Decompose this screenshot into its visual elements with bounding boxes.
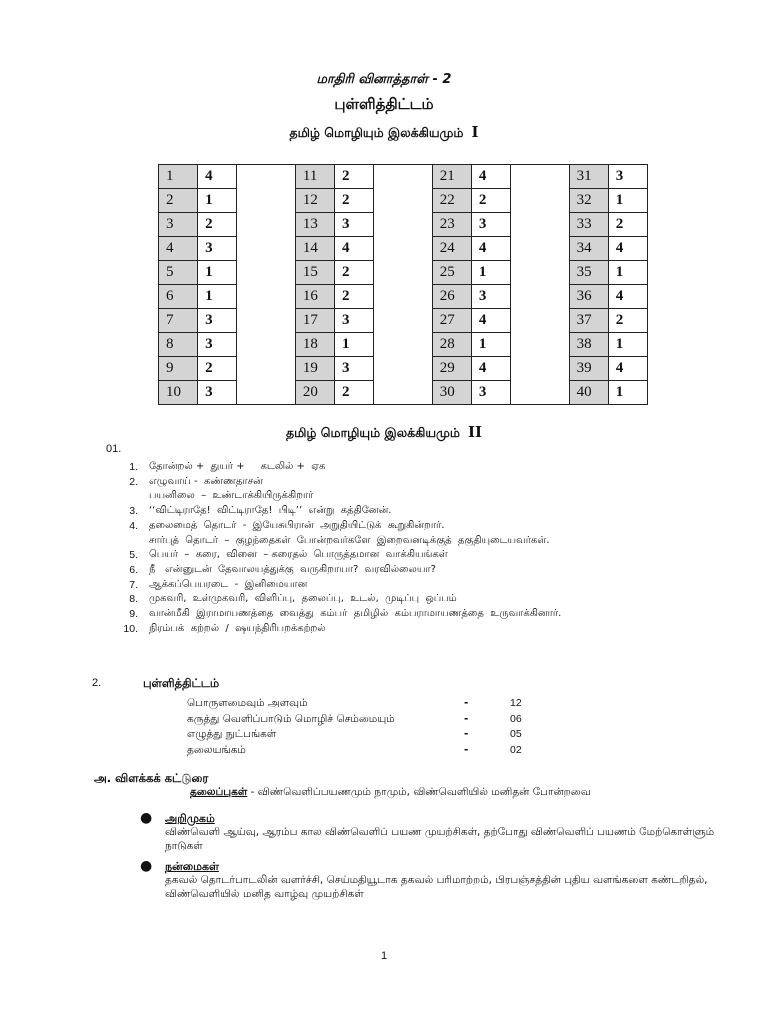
answer-cell: 4 [471, 237, 510, 261]
column-gap [237, 357, 296, 381]
column-gap [511, 237, 570, 261]
answer-item-text: பெயர் – கரை, வினை – கரைதல் பொருத்தமான வாக்கியங்கள் [149, 549, 448, 561]
column-gap [374, 309, 433, 333]
question-number-cell: 8 [159, 333, 198, 357]
answer-item-number: 1. [129, 461, 138, 473]
column-gap [511, 189, 570, 213]
question-number-cell: 18 [295, 333, 334, 357]
question-number-cell: 7 [159, 309, 198, 333]
answer-row [159, 213, 648, 237]
answer-item-number: 3. [129, 505, 138, 518]
answer-item [110, 607, 561, 622]
marks-label: பொருளமைவும் அளவும் [187, 697, 308, 709]
question-number-cell: 28 [432, 333, 471, 357]
answer-item [110, 534, 561, 549]
answer-cell: 2 [335, 285, 374, 309]
question-number-cell: 21 [432, 165, 471, 189]
answer-cell: 2 [471, 189, 510, 213]
answer-cell: 2 [608, 309, 647, 333]
marks-points: 06 [510, 712, 522, 725]
answer-cell: 4 [608, 285, 647, 309]
question-number-cell: 32 [569, 189, 608, 213]
question-number-cell: 26 [432, 285, 471, 309]
marks-label: தலையங்கம் [187, 743, 246, 756]
column-gap [237, 309, 296, 333]
part2-roman: II [468, 423, 483, 441]
answer-cell: 1 [608, 381, 647, 405]
answer-item-number: 6. [129, 563, 138, 576]
question-number-cell: 12 [295, 189, 334, 213]
column-gap [237, 261, 296, 285]
question-number-cell: 16 [295, 285, 334, 309]
question-number-cell: 35 [569, 261, 608, 285]
question-number-cell: 34 [569, 237, 608, 261]
question-number-cell: 10 [159, 381, 198, 405]
answer-item-number: 2. [129, 475, 138, 488]
bullet-icon: ● [140, 858, 153, 874]
question-number-cell: 40 [569, 381, 608, 405]
answer-cell: 4 [608, 237, 647, 261]
column-gap [237, 333, 296, 357]
marks-row [187, 744, 527, 760]
question-number-cell: 17 [295, 309, 334, 333]
answer-cell: 3 [335, 213, 374, 237]
answer-item-text: எழுவாய் - கண்ணதாசன் [149, 475, 263, 487]
bullet-text: விண்வெளி ஆய்வு, ஆரம்ப கால விண்வெளிப் பயண முயற்சிகள், தற்போது விண்வெளிப் பயணம் மேற்கொள்ளும் நாடுகள் [165, 826, 715, 852]
answer-cell: 1 [608, 333, 647, 357]
question-number-cell: 24 [432, 237, 471, 261]
answer-row [159, 237, 648, 261]
answer-item [110, 592, 561, 607]
answer-item-text: ‘‘விட்டிராதே! விட்டிராதே! பிடி’’ என்று கத்தினேன். [149, 505, 392, 517]
answer-cell: 1 [608, 189, 647, 213]
question-number-cell: 25 [432, 261, 471, 285]
answer-item-text: நீ என்னுடன் தேவாலயத்துக்கு வருகிறாயா? வரவில்லையா? [149, 563, 436, 575]
answer-item [110, 622, 561, 637]
answer-cell: 4 [471, 165, 510, 189]
bullet-title: நன்மைகள் [165, 860, 219, 873]
sectionA-headings [190, 786, 591, 799]
question-number-cell: 33 [569, 213, 608, 237]
column-gap [511, 357, 570, 381]
question-number-cell: 31 [569, 165, 608, 189]
paper-title: மாதிரி வினாத்தாள் - 2 [316, 72, 452, 87]
answer-item-number: 4. [129, 519, 138, 532]
answer-cell: 4 [335, 237, 374, 261]
part2-title-text: தமிழ் மொழியும் இலக்கியமும் [285, 425, 460, 440]
column-gap [237, 213, 296, 237]
answer-cell: 3 [335, 309, 374, 333]
scheme-title: புள்ளித்திட்டம் [334, 95, 434, 113]
question-number-cell: 22 [432, 189, 471, 213]
question-number-cell: 20 [295, 381, 334, 405]
answer-row [159, 285, 648, 309]
question-number-cell: 23 [432, 213, 471, 237]
answer-row [159, 165, 648, 189]
answer-item-text: தலைமைத் தொடர் - இயேசுபிரான் அறுதியிட்டுக் கூறுகின்றார். [149, 519, 445, 531]
column-gap [374, 285, 433, 309]
column-gap [374, 189, 433, 213]
column-gap [237, 165, 296, 189]
question-number-cell: 29 [432, 357, 471, 381]
column-gap [374, 237, 433, 261]
sectionA-title: அ. விளக்கக் கட்டுரை [94, 771, 209, 785]
answer-item-text: தோன்றல் + துயர் + கடலில் + ஏக [149, 461, 326, 472]
answer-cell: 1 [198, 261, 237, 285]
question-number-cell: 1 [159, 165, 198, 189]
answer-item-number: 10. [123, 622, 138, 635]
answer-item-text: வான்மீகி இராமாயணத்தை வைத்து கம்பர் தமிழில் கம்பராமாயணத்தை உருவாக்கினார். [149, 608, 562, 620]
marks-label: கருத்து வெளிப்பாடும் மொழிச் செம்மையும் [187, 712, 395, 725]
marks-row [187, 697, 527, 713]
question-number-cell: 13 [295, 213, 334, 237]
answer-cell: 1 [198, 189, 237, 213]
answer-cell: 2 [198, 357, 237, 381]
answers-list [110, 460, 561, 636]
question-number-cell: 3 [159, 213, 198, 237]
marks-scheme [187, 697, 527, 759]
column-gap [374, 261, 433, 285]
column-gap [511, 333, 570, 357]
answer-row [159, 261, 648, 285]
column-gap [237, 237, 296, 261]
part2-title [0, 423, 768, 442]
column-gap [511, 285, 570, 309]
question-number-cell: 37 [569, 309, 608, 333]
answer-item-number: 8. [129, 593, 138, 606]
question-number-cell: 38 [569, 333, 608, 357]
marks-points: 05 [510, 728, 522, 740]
column-gap [374, 357, 433, 381]
question-number-cell: 11 [295, 165, 334, 189]
answer-item-number: 9. [129, 608, 138, 621]
answer-key-table [158, 164, 648, 405]
answer-row [159, 333, 648, 357]
marks-points: 12 [510, 697, 522, 709]
answer-row [159, 309, 648, 333]
answer-item-text: ஆக்கப்பெயரடை - இனிமையான [149, 578, 308, 590]
marks-row [187, 728, 527, 744]
column-gap [511, 213, 570, 237]
answer-cell: 3 [471, 213, 510, 237]
answer-cell: 3 [198, 381, 237, 405]
answer-item-number: 7. [129, 578, 138, 591]
answer-cell: 2 [335, 189, 374, 213]
marks-points: 02 [510, 743, 522, 756]
bullet-icon: ● [140, 810, 153, 826]
question-number-cell: 2 [159, 189, 198, 213]
answer-cell: 3 [198, 333, 237, 357]
marks-dash: - [464, 743, 469, 756]
answer-cell: 3 [471, 285, 510, 309]
headings-label: தலைப்புகள் [190, 786, 248, 798]
answer-cell: 3 [335, 357, 374, 381]
question-number-cell: 30 [432, 381, 471, 405]
column-gap [511, 381, 570, 405]
answer-cell: 4 [198, 165, 237, 189]
answer-item [110, 489, 561, 504]
column-gap [374, 381, 433, 405]
headings-text: - விண்வெளிப்பயணமும் நாமும், விண்வெளியில் மனிதன் போன்றவை [247, 786, 591, 798]
question-number-cell: 9 [159, 357, 198, 381]
answer-item [110, 504, 561, 519]
answer-cell: 4 [471, 357, 510, 381]
answer-item [110, 548, 561, 563]
answer-cell: 2 [335, 165, 374, 189]
column-gap [237, 189, 296, 213]
answer-cell: 1 [471, 333, 510, 357]
bullet-title: அறிமுகம் [165, 812, 215, 825]
answer-cell: 3 [608, 165, 647, 189]
part1-roman: I [471, 123, 479, 141]
column-gap [374, 213, 433, 237]
answer-item-number: 5. [129, 549, 138, 562]
answer-row [159, 357, 648, 381]
answer-cell: 2 [335, 381, 374, 405]
answer-item [110, 519, 561, 534]
answer-cell: 3 [198, 237, 237, 261]
column-gap [237, 285, 296, 309]
bullet-text: தகவல் தொடர்பாடலின் வளர்ச்சி, செய்மதியூடாக தகவல் பரிமாற்றம், பிரபஞ்சத்தின் புதிய வளங்களை கண்டறிதல், விண்வெளியில் மனித வாழ்வு முயற்சிகள் [165, 874, 708, 900]
question-number-cell: 39 [569, 357, 608, 381]
answer-item [110, 475, 561, 490]
answer-cell: 1 [608, 261, 647, 285]
answer-item-text: பயனிலை – உண்டாக்கியிருக்கிறார் [149, 490, 314, 502]
marks-row [187, 713, 527, 729]
question-number-cell: 5 [159, 261, 198, 285]
answer-row [159, 189, 648, 213]
column-gap [511, 309, 570, 333]
question-number-cell: 6 [159, 285, 198, 309]
part1-title-text: தமிழ் மொழியும் இலக்கியமும் [289, 125, 464, 140]
answer-cell: 2 [608, 213, 647, 237]
marks-dash: - [464, 712, 469, 725]
column-gap [511, 261, 570, 285]
marks-dash: - [464, 728, 469, 740]
answer-cell: 1 [335, 333, 374, 357]
page-number: 1 [380, 950, 388, 962]
section2-title: புள்ளித்திட்டம் [143, 676, 220, 690]
question-number-cell: 4 [159, 237, 198, 261]
answer-cell: 4 [471, 309, 510, 333]
answer-cell: 3 [198, 309, 237, 333]
answer-item [110, 563, 561, 578]
answer-item-text: முகவரி, உள்முகவரி, விளிப்பு, தலைப்பு, உடல், முடிப்பு ஒப்பம் [149, 593, 457, 605]
answer-item [110, 460, 561, 475]
part1-title [0, 123, 768, 142]
question-number-cell: 36 [569, 285, 608, 309]
answer-row [159, 381, 648, 405]
answer-item-text: நிரம்பக் கற்றல் / ஷயந்திரிபறக்கற்றல் [149, 622, 326, 634]
answer-cell: 4 [608, 357, 647, 381]
answer-cell: 3 [471, 381, 510, 405]
answer-cell: 2 [335, 261, 374, 285]
question-number-cell: 14 [295, 237, 334, 261]
column-gap [374, 333, 433, 357]
marks-label: எழுத்து நுட்பங்கள் [187, 728, 277, 740]
question-label: 01. [106, 443, 122, 455]
answer-item-text: சார்புத் தொடர் – குழந்தைகள் போன்றவர்களே இறைவனடிக்குத் தகுதியுடையவர்கள். [149, 534, 550, 546]
section2-number: 2. [92, 677, 102, 689]
answer-cell: 1 [471, 261, 510, 285]
marks-dash: - [464, 697, 469, 709]
answer-item [110, 578, 561, 593]
question-number-cell: 27 [432, 309, 471, 333]
answer-cell: 2 [198, 213, 237, 237]
question-number-cell: 15 [295, 261, 334, 285]
column-gap [511, 165, 570, 189]
column-gap [237, 381, 296, 405]
question-number-cell: 19 [295, 357, 334, 381]
answer-cell: 1 [198, 285, 237, 309]
column-gap [374, 165, 433, 189]
